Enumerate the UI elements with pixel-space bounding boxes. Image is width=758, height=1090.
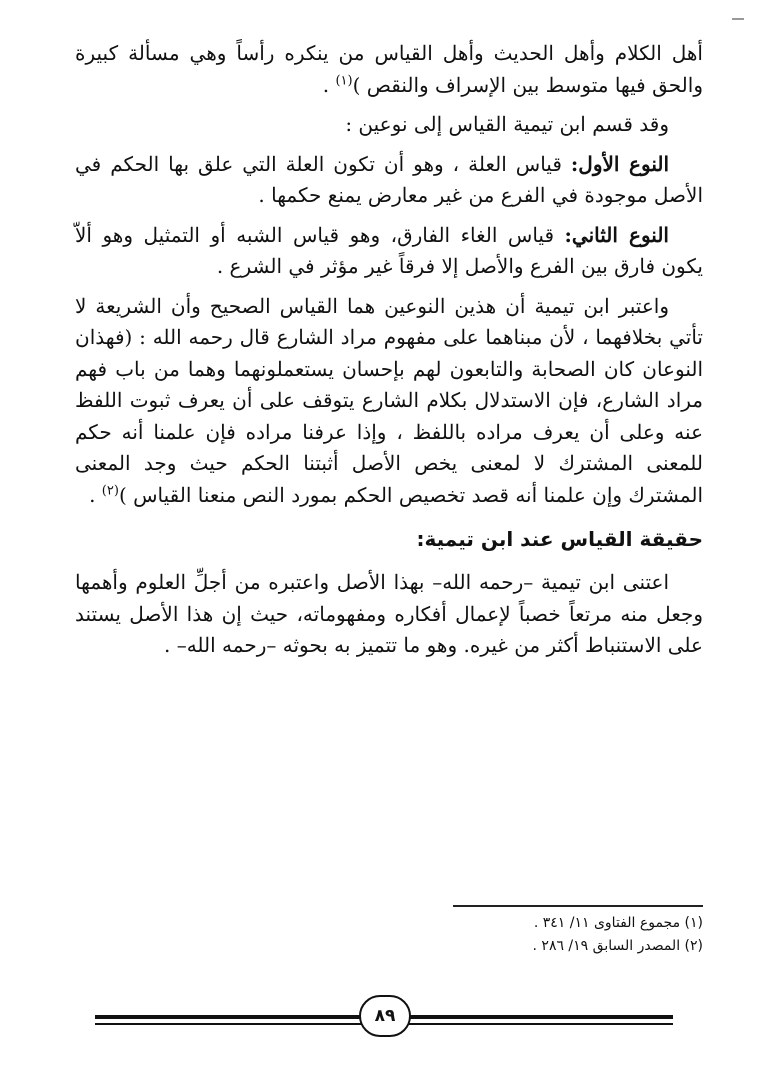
paragraph-2: وقد قسم ابن تيمية القياس إلى نوعين : <box>345 112 669 136</box>
paragraph-4-text: قياس الغاء الفارق، وهو قياس الشبه أو التمثيل وهو ألاّ يكون فارق بين الفرع والأصل إلا فرقاً غير مؤثر في الشرع . <box>75 222 703 278</box>
page-body <box>75 38 703 662</box>
paragraph-5-text: واعتبر ابن تيمية أن هذين النوعين هما القياس الصحيح وأن الشريعة لا تأتي بخلافهما ، لأن مبناهما على مفهوم مراد الشارع قال رحمه الله : (فهذان النوعان كان الصحابة والتابعون لهم بإحسان يستعملونهما وهما من باب فهم مراد الشارع، فإن الاستدلال بكلام الشارع يتوقف على أن يعرف ثبوت اللفظ عنه وعلى أن يعرف مراده باللفظ ، وإذا عرفنا مراده فإن علمنا أنه حكم للمعنى المشترك لا لمعنى يخص الأصل أثبتنا الحكم حيث وجد المعنى المشترك وإن علمنا أنه قصد تخصيص الحكم بمورد النص منعنا القياس ) <box>75 293 703 507</box>
footnote-ref-1[interactable]: (١) <box>335 72 353 88</box>
footnote-2: (٢) المصدر السابق ١٩/ ٢٨٦ . <box>532 938 703 954</box>
section-heading: حقيقة القياس عند ابن تيمية: <box>416 527 703 551</box>
term-first-type: النوع الأول: <box>570 151 669 176</box>
paragraph-4 <box>75 220 703 283</box>
footnote-separator <box>453 905 703 907</box>
paragraph-3-text: قياس العلة ، وهو أن تكون العلة التي علق بها الحكم في الأصل موجودة في الفرع من غير معارض يمنع حكمها . <box>75 151 703 207</box>
footnotes <box>200 912 703 958</box>
footnote-1: (١) مجموع الفتاوى ١١/ ٣٤١ . <box>533 915 703 931</box>
paragraph-5-end: . <box>89 482 96 507</box>
paragraph-6: اعتنى ابن تيمية –رحمه الله– بهذا الأصل واعتبره من أجلِّ العلوم وأهمها وجعل منه مرتعاً خصباً لإعمال أفكاره ومفهوماته، حيث إن هذا الأصل يستند على الاستنباط أكثر من غيره. وهو ما تتميز به بحوثه –رحمه الله– . <box>75 570 703 657</box>
page-number: ٨٩ <box>359 995 411 1037</box>
footnote-ref-2[interactable]: (٢) <box>101 482 119 498</box>
paragraph-1-end: . <box>322 72 330 97</box>
paragraph-5 <box>75 291 703 512</box>
corner-mark <box>732 18 744 20</box>
term-second-type: النوع الثاني: <box>564 222 669 247</box>
paragraph-1 <box>75 38 703 101</box>
page-footer <box>95 995 673 1055</box>
paragraph-1-text: أهل الكلام وأهل الحديث وأهل القياس من ينكره رأساً وهي مسألة كبيرة والحق فيها متوسط بين الإسراف والنقص ) <box>75 41 703 97</box>
paragraph-3 <box>75 149 703 212</box>
